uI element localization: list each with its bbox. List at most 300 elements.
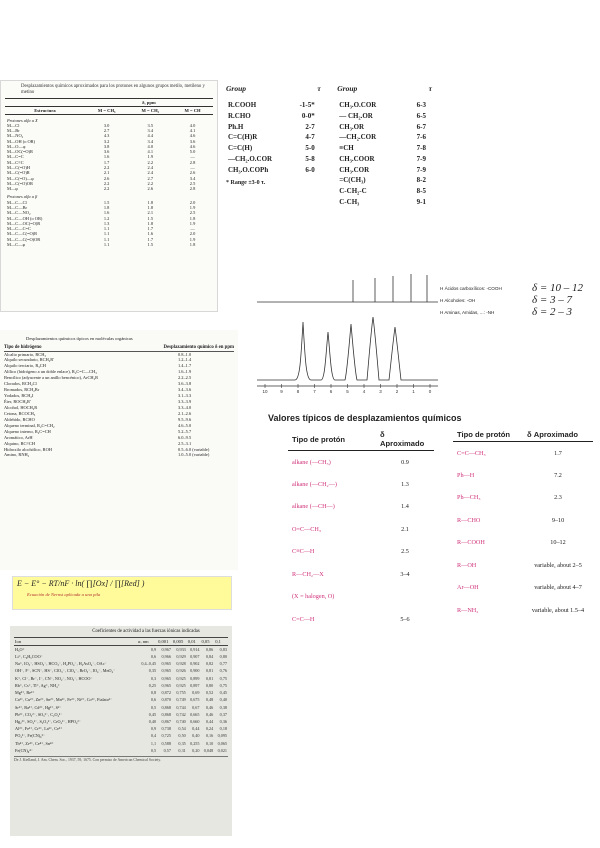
group-cell: C-CH₂-C	[339, 187, 367, 195]
tau-value: 7-9	[416, 165, 426, 174]
shift-range: 1.2–1.4	[178, 357, 192, 363]
group-header: Group	[226, 84, 247, 93]
table-row	[14, 718, 228, 725]
coefficient-cell: 0,57	[163, 747, 171, 753]
coefficient-cell: 0,095	[217, 733, 227, 739]
group-cell: — CH₂.OR	[339, 111, 373, 120]
hydrogen-type: Alqueno terminal, R₂C=CH₂	[4, 422, 55, 428]
column-header: Estructura	[5, 106, 85, 114]
proton-type-header: Tipo de protón	[453, 428, 523, 442]
ppm-tick-label: 5	[346, 389, 349, 394]
shift-range: 1.6–1.9	[178, 369, 192, 375]
tau-value: 9-1	[416, 197, 426, 206]
approx-shift: 1.3	[401, 480, 409, 488]
proton-type: alkane (—CH₃)	[292, 458, 331, 466]
coefficient-cell: 0,965	[161, 675, 171, 681]
shift-value: 2.6	[147, 186, 154, 192]
hydrogen-type: Aldehído, RCHO	[4, 416, 35, 422]
coefficient-cell: 0,45	[219, 690, 227, 696]
coefficient-cell: 0,933	[176, 646, 186, 652]
coefficient-cell: 0,965	[161, 661, 171, 667]
ion-cell: Na⁺, IO₃⁻, HSO₃⁻, HCO₃⁻, H₂PO₄⁻, H₂AsO₄⁻, OAc⁻	[15, 661, 107, 667]
shift-value: 1.2	[103, 215, 110, 221]
shift-value: 1.6	[147, 231, 154, 237]
coefficient-cell: 0,9	[150, 726, 157, 732]
tau-value: 7-8	[416, 144, 426, 152]
shift-value: 3.4	[147, 128, 154, 134]
shift-value: 4.1	[147, 149, 154, 155]
table-row	[14, 725, 228, 732]
shift-range: 0.5–6.0 (variable)	[178, 446, 210, 452]
group-cell: —CH₂.O.COR	[228, 154, 273, 163]
ppm-tick-label: 7	[313, 389, 316, 394]
coefficient-cell: 0,25	[148, 682, 157, 688]
coefficient-cell: 0,40	[148, 718, 157, 724]
coefficient-cell: 0,868	[161, 711, 171, 717]
shift-range: 4.6–5.0	[178, 422, 192, 428]
table-row	[339, 166, 430, 175]
structure-cell: M—C—φ	[7, 241, 26, 247]
table-row	[288, 473, 434, 496]
right-shift-column	[453, 428, 593, 622]
structure-cell: M—C—Cl	[7, 199, 27, 205]
coefficient-cell: 0,20	[192, 747, 200, 753]
tau-right-column	[337, 99, 432, 209]
approx-shift	[376, 586, 434, 609]
shift-value: 2.6	[103, 175, 110, 181]
coefficient-cell: 0,755	[176, 690, 186, 696]
coefficient-cell: 0,897	[190, 682, 200, 688]
structure-cell: M—C(=O)OR	[7, 180, 33, 186]
approx-shift: 10–12	[550, 539, 566, 547]
shift-range: 1.0–5.0 (variable)	[178, 452, 210, 458]
coefficient-cell: 0,907	[190, 653, 200, 659]
group-cell: C-CH₃	[339, 197, 360, 206]
shift-value: 3.6	[103, 149, 110, 155]
table-row	[339, 198, 430, 207]
lower-spectrum-trace	[257, 317, 438, 380]
table-row	[228, 123, 319, 132]
shift-value: 3.8	[103, 143, 110, 149]
group-cell: ≡CH	[339, 144, 354, 152]
approx-shift: 1.4	[401, 503, 409, 511]
legend-range: δ = 3 – 7	[532, 294, 573, 306]
proton-type: (X = halogen, O)	[292, 593, 335, 601]
coefficient-cell: 0,867	[161, 718, 171, 724]
nernst-formula: E − E° − RT/nF · ln( ∏[Ox] / ∏[Red] )	[17, 579, 145, 588]
approx-shift: 0.9	[401, 458, 409, 466]
ion-cell: Hg₂²⁺, SO₄²⁻, S₂O₃²⁻, CrO₄²⁻, HPO₄²⁻	[15, 718, 81, 724]
shift-value: 1.8	[189, 241, 196, 247]
ion-cell: OH⁻, F⁻, SCN⁻, HS⁻, ClO₃⁻, ClO₄⁻, BrO₃⁻, IO₄⁻, MnO₄⁻	[15, 668, 116, 674]
coefficient-cell: 0,76	[219, 668, 227, 674]
proton-type: R—CHO	[457, 516, 481, 524]
tau-header: τ	[428, 84, 432, 93]
ion-cell: Sr²⁺, Ba²⁺, Cd²⁺, Hg²⁺, S²⁻	[15, 704, 62, 710]
table-row	[14, 682, 228, 689]
shift-value: 4.0	[147, 143, 154, 149]
hydrogen-type: Éter, ROCH₂R'	[4, 399, 31, 404]
table-row	[339, 101, 430, 110]
approx-shift: 5–6	[400, 615, 410, 623]
table-row	[14, 740, 228, 747]
table-row	[453, 442, 593, 465]
structure-cell: M—φ	[7, 186, 18, 192]
coefficient-cell: 0,86	[205, 646, 214, 652]
approx-header: δ Aproximado	[523, 428, 593, 442]
structure-cell: M—C(=O)R	[7, 170, 30, 176]
structure-cell: M—Cl	[7, 122, 20, 128]
ppm-tick-label: 8	[296, 389, 300, 394]
shift-value: 3.0	[103, 122, 110, 128]
shift-range: 3.3–3.9	[178, 399, 192, 404]
hydrogen-type: Alqueno interno, R₂C=CH	[4, 428, 51, 434]
coefficient-cell: 0,38	[219, 704, 227, 710]
structure-cell: M—O—φ	[7, 143, 26, 149]
table-title: Desplazamientos químicos aproximados para los protones en algunos grupos metilo, metileno y metino	[21, 84, 205, 95]
column-header: 0,05	[200, 637, 214, 645]
coefficient-cell: 0,82	[205, 661, 214, 667]
group-cell: C=C(H)R	[228, 133, 258, 142]
proton-type: alkane (—CH₂—)	[292, 480, 337, 488]
legend-range: δ = 10 – 12	[532, 282, 584, 294]
hydrogen-type: Alcalio primario, RCH₃	[4, 351, 46, 357]
shift-value: 2.7	[103, 128, 110, 134]
coefficient-cell: 0,4	[150, 733, 157, 739]
ion-cell: K⁺, Cl⁻, Br⁻, I⁻, CN⁻, NO₂⁻, NO₃⁻, HCOO⁻	[15, 675, 93, 681]
shift-value: 1.7	[147, 226, 154, 232]
shift-value: 4.3	[103, 133, 110, 139]
coefficient-cell: 0,24	[205, 726, 214, 732]
hydrogen-type: Bromados, RCH₂Br	[4, 387, 40, 393]
table-row	[228, 144, 319, 153]
structure-cell: M—OH (o OR)	[7, 138, 36, 144]
legend-label: H Aminas, Amidas, ...: -NH	[440, 309, 495, 315]
structure-cell: M—C=C	[7, 154, 24, 160]
coefficient-cell: 0,740	[176, 718, 186, 724]
table-row	[14, 660, 228, 667]
proton-type: R—COOH	[457, 539, 485, 547]
coefficient-cell: 0,84	[205, 653, 214, 659]
structure-cell: M—NO₂	[7, 133, 24, 139]
coefficient-cell: 0,021	[217, 747, 227, 753]
proton-type: O=C—CH₃	[292, 525, 322, 533]
nmr-spectrum-figure	[255, 262, 440, 397]
approx-shift: 3–4	[400, 570, 410, 578]
coefficient-cell: 0,899	[190, 675, 200, 681]
proton-type: R—CH₂—X	[292, 570, 324, 578]
tau-left-column	[226, 99, 321, 176]
coefficient-cell: 0,80	[219, 653, 227, 659]
coefficient-cell: 0,80	[205, 682, 214, 688]
shift-value: 1.8	[103, 205, 110, 210]
shift-value: 1.5	[147, 241, 154, 247]
shift-header: Desplazamiento químico δ en ppm	[163, 344, 234, 350]
hydrogen-type: Alílico (hidrógeno a un doble enlace), R₂C=C—CH₃	[4, 369, 97, 375]
table-row	[339, 133, 430, 142]
approx-shift: 2.3	[554, 494, 562, 502]
shift-value: 2.0	[189, 199, 196, 205]
table-row	[453, 577, 593, 600]
shift-value: —	[190, 165, 195, 171]
column-header: 0,1	[214, 637, 228, 645]
table-row	[339, 176, 430, 185]
section-row	[5, 191, 213, 199]
coefficient-cell: 0,81	[205, 675, 214, 681]
table-row	[228, 133, 319, 142]
shift-range: 9.5–9.6	[178, 416, 192, 422]
table-row	[288, 586, 434, 609]
coefficient-cell: 0,52	[205, 690, 214, 696]
shift-value: 5.0	[189, 149, 196, 155]
column-header: Ion	[14, 637, 137, 645]
hydrogen-type-header: Tipo de hidrógeno	[4, 344, 42, 350]
group-cell: CH₃.COR	[339, 165, 370, 174]
group-cell: CH₃.O.COR	[339, 101, 377, 109]
table-row	[453, 532, 593, 555]
table-title: Desplazamientos químicos típicos en moléculas orgánicas	[26, 336, 133, 341]
shift-value: 1.7	[147, 236, 154, 242]
ion-cell: Fe(CN)₆⁴⁻	[15, 747, 33, 753]
group-cell: CH₃.OR	[339, 122, 365, 131]
section-label: Protones alfa a X	[7, 117, 38, 123]
structure-cell: M—C—C(=O)R	[7, 231, 38, 237]
ion-cell: Al³⁺, Fe³⁺, Cr³⁺, La³⁺, Ce³⁺	[15, 726, 63, 732]
coefficient-cell: 0,9	[150, 646, 157, 652]
structure-cell: M—C—OH (o OR)	[7, 215, 43, 221]
shift-value: 2.2	[103, 186, 110, 192]
table-row	[14, 696, 228, 703]
ion-cell: Ca²⁺, Cu²⁺, Zn²⁺, Sn²⁺, Mn²⁺, Fe²⁺, Ni²⁺, Co²⁺, Ftalato²⁻	[15, 697, 113, 703]
activity-table	[14, 637, 228, 754]
coefficient-cell: 0,40	[192, 733, 200, 739]
coefficient-cell: 0,48	[205, 697, 214, 703]
group-cell: CH₃.O.COPh	[228, 165, 269, 174]
tau-value: 5-0	[305, 144, 315, 152]
table-row	[453, 554, 593, 577]
hydrogen-type: Cetona, RCOCH₃	[4, 410, 36, 416]
coefficient-cell: 0,928	[176, 661, 186, 667]
coefficient-cell: 0,5	[150, 747, 157, 753]
coefficient-cell: 0,8	[150, 690, 157, 696]
approx-shift: variable, about 4–7	[534, 584, 582, 592]
ion-cell: PO₄³⁻, Fe(CN)₆³⁻	[15, 733, 46, 739]
coefficient-cell: 0,35	[178, 740, 186, 746]
coefficient-cell: 0,46	[205, 711, 214, 717]
proton-range-legend	[440, 282, 600, 318]
shift-value: 2.8	[189, 159, 196, 165]
formula-caption: Ecuación de Nernst aplicada a una pila	[27, 592, 101, 597]
proton-type: Ar—OH	[457, 584, 479, 592]
coefficient-cell: 0,50	[178, 733, 186, 739]
coefficient-cell: 0,660	[190, 718, 200, 724]
ion-cell: Th⁴⁺, Zr⁴⁺, Ce⁴⁺, Sn⁴⁺	[15, 740, 54, 746]
table-row	[339, 123, 430, 132]
approx-shift: variable, about 2–5	[534, 561, 582, 569]
coefficient-cell: 0,965	[161, 682, 171, 688]
shift-value: 2.1	[147, 210, 154, 216]
shift-value: 1.9	[189, 220, 196, 226]
table-row	[228, 155, 319, 164]
coefficient-cell: 0,67	[192, 704, 200, 710]
ion-cell: H₃O⁺	[15, 646, 25, 652]
shift-value: 2.4	[147, 165, 154, 171]
hydrogen-type: Alquilo terciario, R₃CH	[4, 363, 46, 369]
tau-value: -1-5*	[299, 101, 315, 109]
shift-value: 2.1	[103, 170, 110, 176]
hydrogen-type: Alcohol, HOCH₂R	[4, 404, 38, 410]
shift-value: 3.4	[189, 175, 196, 181]
table-row	[288, 563, 434, 586]
shift-value: 3.4	[147, 138, 154, 144]
coefficient-cell: 0,749	[176, 697, 186, 703]
shift-value: 1.1	[103, 236, 110, 242]
coefficient-cell: 0,868	[161, 704, 171, 710]
shift-value: 1.8	[189, 215, 196, 221]
table-row	[288, 608, 434, 631]
nmr-spectrum-svg	[255, 262, 440, 397]
coefficient-cell: 0,77	[219, 661, 227, 667]
column-header: α, nm	[137, 637, 157, 645]
table-row	[14, 711, 228, 718]
coefficient-cell: 0,914	[190, 646, 200, 652]
shift-value: 2.2	[103, 165, 110, 171]
coefficient-cell: 0,742	[176, 711, 186, 717]
section-label: Protones alfa a β	[7, 194, 38, 200]
shift-value: 4.6	[189, 143, 196, 149]
hydrogen-type: Yodados, RCH₂I	[4, 393, 34, 399]
tau-value: 8-5	[416, 187, 426, 195]
tau-value: 6-5	[416, 111, 426, 120]
shift-value: 3.6	[189, 138, 196, 144]
shift-value: 1.7	[103, 159, 110, 165]
proton-type: R—OH	[457, 561, 477, 569]
hydrogen-type: Clorados, RCH₂Cl	[4, 381, 37, 387]
hydrogen-type: Amino, RNH₂	[4, 452, 30, 458]
ppm-tick-label: 0	[428, 389, 432, 394]
table-row	[339, 155, 430, 164]
approx-shift: 2.1	[401, 525, 409, 533]
shift-value: 1.9	[189, 205, 196, 210]
tau-header: τ	[317, 84, 321, 93]
legend-label: H Alcoholes: -OH	[440, 297, 476, 303]
shift-range: 0.8–1.0	[178, 351, 192, 357]
proton-type: Ph—CH₃	[457, 494, 481, 502]
coefficient-cell: 1,1	[150, 740, 157, 746]
shift-value: 2.5	[189, 180, 196, 186]
shift-value: 2.5	[189, 210, 196, 216]
table-row	[339, 187, 430, 196]
proton-type: R—NH₂	[457, 606, 479, 614]
coefficient-cell: 0,048	[203, 747, 214, 753]
coefficient-cell: 0,81	[205, 668, 214, 674]
table-row	[288, 496, 434, 519]
coefficient-cell: 0,3	[150, 675, 157, 681]
structure-cell: M—C—NO₂	[7, 210, 31, 216]
tau-value: 2-7	[305, 122, 315, 131]
column-header: 0,01	[187, 637, 201, 645]
coefficient-cell: 0,967	[161, 646, 171, 652]
shift-value: 2.2	[147, 180, 154, 186]
shift-value: 2.4	[147, 170, 154, 176]
table-row	[14, 675, 228, 682]
table-row	[288, 451, 434, 474]
shift-value: 1.9	[189, 236, 196, 242]
shift-value: 4.6	[189, 133, 196, 139]
structure-cell: M—C—C=C	[7, 226, 31, 232]
coefficient-cell: 0,18	[219, 726, 227, 732]
shift-range: 3.1–3.3	[178, 393, 192, 399]
coefficient-cell: 0,46	[205, 704, 214, 710]
table-row	[288, 518, 434, 541]
coefficient-cell: 0,69	[192, 690, 200, 696]
list-item	[4, 452, 234, 458]
shift-value: 2.8	[189, 186, 196, 192]
column-header: 0,001	[157, 637, 172, 645]
shift-value: 1.8	[147, 199, 154, 205]
ppm-tick-label: 3	[379, 389, 382, 394]
coefficient-cell: 0,75	[219, 675, 227, 681]
ppm-tick-label: 1	[412, 389, 415, 394]
column-header: 0,005	[172, 637, 187, 645]
coefficient-cell: 0,44	[205, 718, 214, 724]
ppm-tick-label: 9	[280, 389, 283, 394]
shift-value: 2.2	[147, 159, 154, 165]
coefficient-cell: 0,925	[176, 682, 186, 688]
tau-value: 6-0	[305, 165, 315, 174]
shift-value: 1.3	[103, 220, 110, 226]
shift-value: 2.6	[189, 170, 196, 176]
shift-value: —	[190, 226, 195, 232]
group-cell: R.COOH	[228, 101, 257, 109]
coefficient-cell: 0,10	[205, 740, 214, 746]
coefficient-cell: 0,45	[148, 711, 157, 717]
table-footnote: De J. Kielland, J. Am. Chem. Soc., 1937, 59, 1675. Con permiso de American Chemical Society.	[14, 756, 228, 762]
legend-row	[440, 282, 600, 294]
structure-cell: M—C(=O)—φ	[7, 175, 34, 181]
column-header: M = CH₂	[128, 106, 172, 114]
hydrogen-type: Alquilo secundario, RCH₂R'	[4, 357, 55, 363]
coefficient-cell: 0,675	[190, 697, 200, 703]
shift-value: 1.6	[103, 210, 110, 216]
structure-cell: M—C(=O)H	[7, 165, 30, 171]
shift-range: 2.1–2.6	[178, 410, 192, 416]
table-row	[14, 667, 228, 674]
group-cell: C=C(H)	[228, 144, 253, 152]
table-row	[453, 509, 593, 532]
structure-cell: M—OC(=O)R	[7, 149, 33, 155]
tau-value: 7-9	[416, 154, 426, 163]
ppm-tick-label: 6	[329, 389, 333, 394]
ion-cell: Rb⁺, Cs⁺, Tl⁺, Ag⁺, NH₄⁺	[15, 682, 60, 688]
activity-coefficients-table	[10, 626, 232, 836]
table-row	[453, 599, 593, 622]
ion-cell: Mg²⁺, Be²⁺	[15, 690, 35, 696]
shift-value: 1.8	[147, 220, 154, 226]
typical-shifts-organic-table	[0, 330, 238, 570]
shift-range: 3.4–3.6	[178, 387, 192, 393]
coefficient-cell: 0,966	[161, 653, 171, 659]
typical-shift-values-table	[240, 402, 600, 623]
group-cell: —CH₂.COR	[339, 133, 377, 142]
shift-value: 3.2	[103, 138, 110, 144]
nernst-equation-box	[12, 576, 232, 610]
shift-value: 1.1	[103, 241, 110, 247]
table-row	[14, 747, 228, 754]
table-row	[5, 242, 213, 247]
section-row	[5, 114, 213, 123]
coefficient-cell: 0,255	[190, 740, 200, 746]
